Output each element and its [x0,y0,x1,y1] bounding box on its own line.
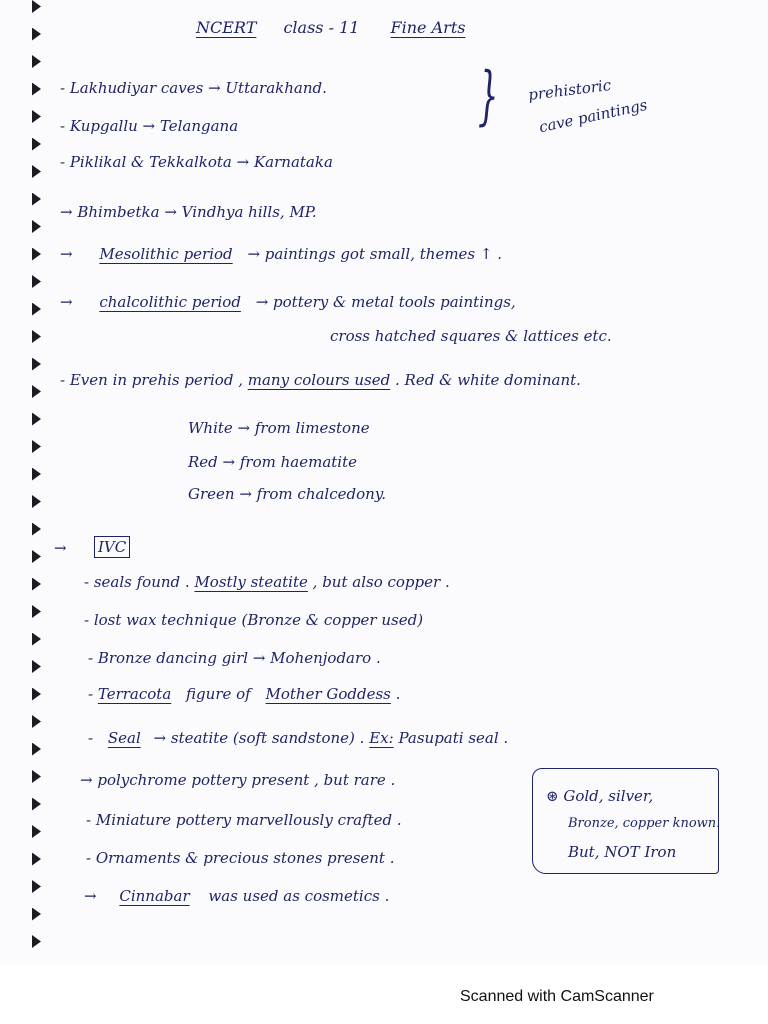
section-heading [54,538,67,558]
underlined-text: Mostly steatite [194,573,308,591]
binding-hole [32,358,41,371]
title-class: class - 11 [283,18,360,37]
binding-hole [32,193,41,206]
note-line: cross hatched squares & lattices etc. [330,327,612,345]
note-line: - Ornaments & precious stones present . [86,849,395,867]
colour-item: White → from limestone [188,419,370,437]
note-line: - Bronze dancing girl → Mohenjodaro . [88,649,381,667]
term-mesolithic: Mesolithic period [99,245,233,263]
binding-hole [32,110,41,123]
underlined-text: Mother Goddess [265,685,391,703]
binding-hole [32,385,41,398]
note-text: Pasupati seal . [398,729,509,747]
note-text: → paintings got small, themes ↑ . [247,245,502,263]
binding-hole [32,825,41,838]
page-title [196,18,465,38]
note-line: - lost wax technique (Bronze & copper used) [84,611,424,629]
note-text: → pottery & metal tools paintings, [255,293,516,311]
note-line [60,244,502,264]
arrow: → [54,539,67,557]
underlined-text: many colours used [247,371,391,389]
term-chalcolithic: chalcolithic period [99,293,241,311]
brace-label: cave paintings [537,95,649,137]
binding-hole [32,880,41,893]
scanner-watermark: Scanned with CamScanner [460,988,654,1005]
title-subject: Fine Arts [390,18,466,37]
note-box-line: Bronze, copper known. [568,816,721,831]
binding-hole [32,165,41,178]
note-line [84,886,389,906]
note-text: figure of [186,685,251,703]
arrow: → [84,887,97,905]
binding-hole [32,0,41,13]
note-box-line: ⊛ Gold, silver, [546,787,654,805]
binding-hole [32,413,41,426]
binding-hole [32,715,41,728]
title-ncert: NCERT [196,18,257,37]
ivc-boxed-label: IVC [94,536,130,558]
binding-hole [32,330,41,343]
binding-hole [32,743,41,756]
binding-hole [32,220,41,233]
spiral-binding [32,0,46,965]
note-text: - Even in prehis period , [60,371,243,389]
note-text: . Red & white dominant. [395,371,581,389]
brace-label: prehistoric [527,75,613,105]
binding-hole [32,798,41,811]
note-box-line: But, NOT Iron [568,843,677,861]
note-line: - Piklikal & Tekkalkota → Karnataka [60,153,333,171]
note-line: - Miniature pottery marvellously crafted . [86,811,402,829]
binding-hole [32,660,41,673]
binding-hole [32,468,41,481]
note-text: - [88,729,94,747]
note-line: - Lakhudiyar caves → Uttarakhand. [60,79,327,97]
note-text: → steatite (soft sandstone) . [153,729,365,747]
note-line [88,684,400,704]
note-line [84,572,450,592]
binding-hole [32,495,41,508]
underlined-text: Terracota [97,685,172,703]
colour-item: Green → from chalcedony. [188,485,387,503]
note-text: was used as cosmetics . [208,887,390,905]
note-text: - [88,685,94,703]
note-line: → Bhimbetka → Vindhya hills, MP. [60,203,317,221]
binding-hole [32,633,41,646]
binding-hole [32,440,41,453]
underlined-text: Cinnabar [119,887,190,905]
note-text: , but also copper . [312,573,450,591]
binding-hole [32,28,41,41]
colour-item: Red → from haematite [188,453,357,471]
underlined-text: Seal [107,729,141,747]
binding-hole [32,935,41,948]
note-line [60,292,516,312]
binding-hole [32,523,41,536]
binding-hole [32,853,41,866]
note-line [88,728,508,748]
note-line [60,370,581,390]
note-line: → polychrome pottery present , but rare . [80,771,396,789]
binding-hole [32,138,41,151]
underlined-text: Ex: [369,729,394,747]
binding-hole [32,578,41,591]
binding-hole [32,248,41,261]
curly-brace: } [478,59,499,133]
binding-hole [32,55,41,68]
binding-hole [32,908,41,921]
arrow: → [60,293,73,311]
binding-hole [32,770,41,783]
binding-hole [32,605,41,618]
note-text: . [395,685,401,703]
binding-hole [32,303,41,316]
note-text: - seals found . [84,573,190,591]
binding-hole [32,275,41,288]
note-line: - Kupgallu → Telangana [60,117,239,135]
binding-hole [32,688,41,701]
binding-hole [32,83,41,96]
binding-hole [32,550,41,563]
arrow: → [60,245,73,263]
